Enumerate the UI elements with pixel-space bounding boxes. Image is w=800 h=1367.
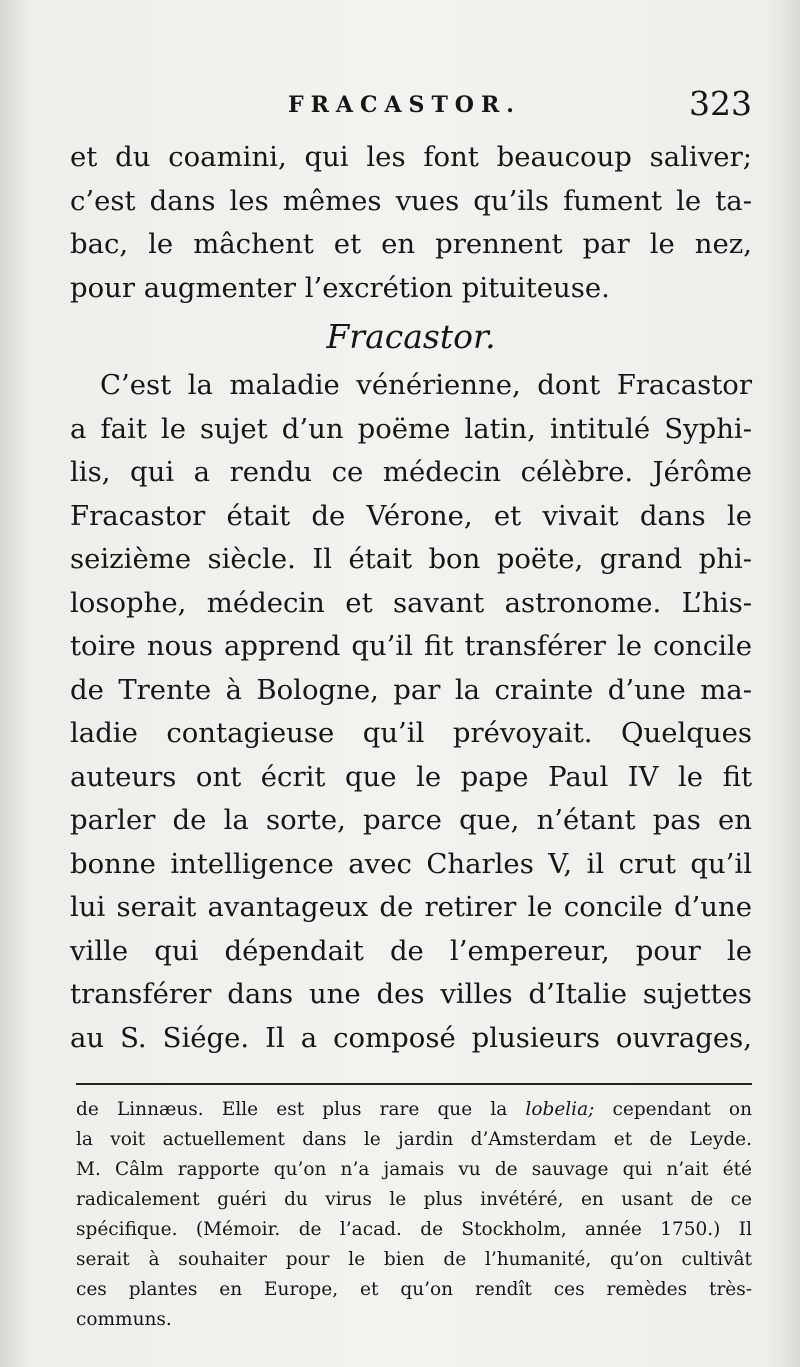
footnote-rule — [76, 1083, 752, 1085]
text-line: au S. Siége. Il a composé plusieurs ouvrages, — [70, 1021, 752, 1054]
footnote-text: de Linnæus. Elle est plus rare que la — [76, 1099, 526, 1120]
text-line: ville qui dépendait de l’empereur, pour le — [70, 934, 752, 967]
footnote-line: M. Câlm rapporte qu’on n’a jamais vu de sauvage qui n’ait été — [76, 1159, 752, 1180]
text-line: bac, le mâchent et en prennent par le nez, — [70, 228, 752, 260]
text-line: ladie contagieuse qu’il prévoyait. Quelques — [70, 717, 752, 749]
footnote-line: serait à souhaiter pour le bien de l’humanité, qu’on cultivât — [76, 1249, 752, 1270]
footnote-line: ces plantes en Europe, et qu’on rendît ces remèdes très- — [76, 1279, 752, 1300]
text-line: et du coamini, qui les font beaucoup saliver; — [70, 141, 752, 173]
text-line: a fait le sujet d’un poëme latin, intitulé Syphi- — [70, 412, 752, 445]
text-line: c’est dans les mêmes vues qu’ils fument le ta- — [70, 184, 752, 217]
section-heading: Fracastor. — [326, 317, 496, 356]
footnote-italic-term: lobelia; — [525, 1099, 595, 1120]
text-line: de Trente à Bologne, par la crainte d’une ma- — [70, 673, 752, 706]
footnote-line: communs. — [76, 1309, 172, 1330]
text-line: Fracastor était de Vérone, et vivait dans le — [70, 499, 752, 532]
text-line: losophe, médecin et savant astronome. L’his- — [70, 586, 752, 619]
text-line: bonne intelligence avec Charles V, il crut qu’il — [70, 847, 752, 880]
page-header — [70, 84, 752, 128]
running-title: FRACASTOR. — [288, 92, 521, 118]
text-line: parler de la sorte, parce que, n’étant pas en — [70, 804, 752, 836]
footnote-line: la voit actuellement dans le jardin d’Amsterdam et de Leyde. — [76, 1129, 752, 1150]
text-line: transférer dans une des villes d’Italie sujettes — [70, 978, 752, 1010]
text-line: C’est la maladie vénérienne, dont Fracastor — [100, 369, 752, 401]
footnote-text: cependant on — [594, 1099, 752, 1120]
text-line: auteurs ont écrit que le pape Paul IV le fit — [70, 760, 752, 793]
footnote-line — [76, 1095, 752, 1125]
text-line: seizième siècle. Il était bon poëte, grand phi- — [70, 543, 752, 575]
footnote — [76, 1095, 752, 1335]
text-line: lui serait avantageux de retirer le concile d’une — [70, 891, 752, 923]
text-line: lis, qui a rendu ce médecin célèbre. Jérôme — [70, 456, 752, 488]
text-line: pour augmenter l’excrétion pituiteuse. — [70, 271, 610, 304]
page-number: 323 — [689, 84, 752, 123]
text-line: toire nous apprend qu’il fit transférer le concile — [70, 630, 752, 662]
body-text — [70, 136, 752, 1060]
footnote-line: radicalement guéri du virus le plus invétéré, en usant de ce — [76, 1189, 752, 1210]
footnote-line: spécifique. (Mémoir. de l’acad. de Stockholm, année 1750.) Il — [76, 1219, 752, 1240]
